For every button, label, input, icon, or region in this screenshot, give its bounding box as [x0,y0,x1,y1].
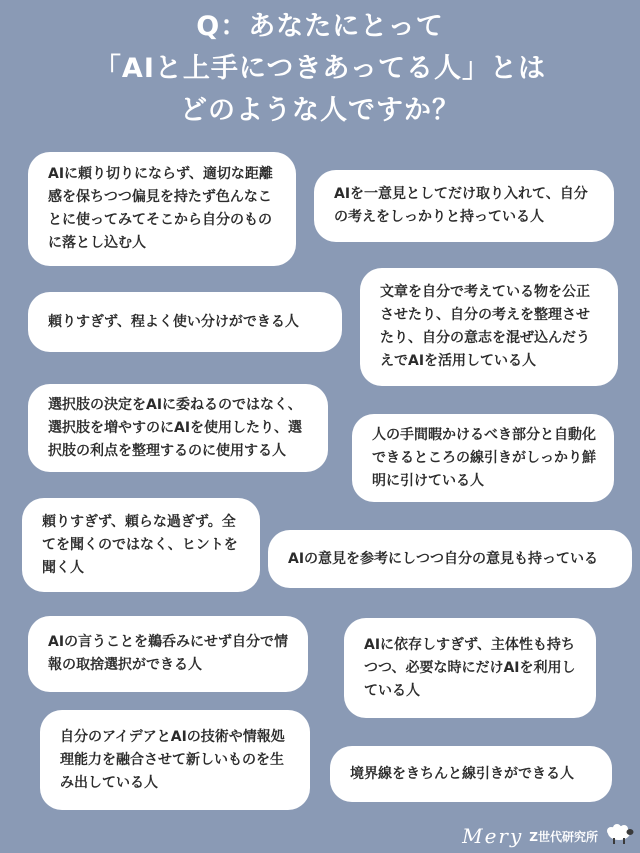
answer-bubble-10 [344,618,596,718]
answer-bubble-12 [330,746,612,802]
answer-bubble-5 [28,384,328,472]
answer-bubble-1 [28,152,296,266]
title-line-1: Q：あなたにとって [196,11,444,42]
page-title [0,6,640,132]
answer-bubble-4 [360,268,618,386]
brand-footer [462,823,634,849]
answer-bubble-7 [22,498,260,592]
title-line-2: 「AIと上手につきあってる人」とは [93,53,547,84]
sheep-icon [604,823,634,849]
answer-bubble-3 [28,292,342,352]
answer-text-8: AIの意見を参考にしつつ自分の意見も持っている [288,550,599,567]
brand-name: Z世代研究所 [529,829,598,844]
answer-bubble-8 [268,530,632,588]
answer-bubble-2 [314,170,614,242]
answer-text-9: AIの言うことを鵜呑みにせず自分で情報の取捨選択ができる人 [48,634,289,673]
answer-text-10: AIに依存しすぎず、主体性も持ちつつ、必要な時にだけAIを利用している人 [364,636,576,699]
answer-text-12: 境界線をきちんと線引きができる人 [350,765,574,782]
answer-text-7: 頼りすぎず、頼らな過ぎず。全てを聞くのではなく、ヒントを聞く人 [42,513,238,576]
answer-text-1: AIに頼り切りにならず、適切な距離感を保ちつつ偏見を持たず色んなことに使ってみてそこから自分のものに落とし込む人 [48,166,273,251]
answer-bubble-11 [40,710,310,810]
answer-bubble-9 [28,616,308,692]
answer-text-6: 人の手間暇かけるべき部分と自動化できるところの線引きがしっかり鮮明に引けている人 [372,426,596,489]
answer-bubble-6 [352,414,614,502]
answer-text-5: 選択肢の決定をAIに委ねるのではなく、選択肢を増やすのにAIを使用したり、選択肢の利点を整理するのに使用する人 [48,396,303,459]
answer-text-2: AIを一意見としてだけ取り入れて、自分の考えをしっかりと持っている人 [334,186,588,225]
answer-text-11: 自分のアイデアとAIの技術や情報処理能力を融合させて新しいものを生み出している人 [60,728,285,791]
title-line-3: どのような人ですか？ [180,95,460,126]
answer-text-4: 文章を自分で考えている物を公正させたり、自分の考えを整理させたり、自分の意志を混ぜ込んだうえでAIを活用している人 [380,284,590,369]
answer-text-3: 頼りすぎず、程よく使い分けができる人 [48,313,299,330]
brand-logo-script: Mery [462,824,524,848]
